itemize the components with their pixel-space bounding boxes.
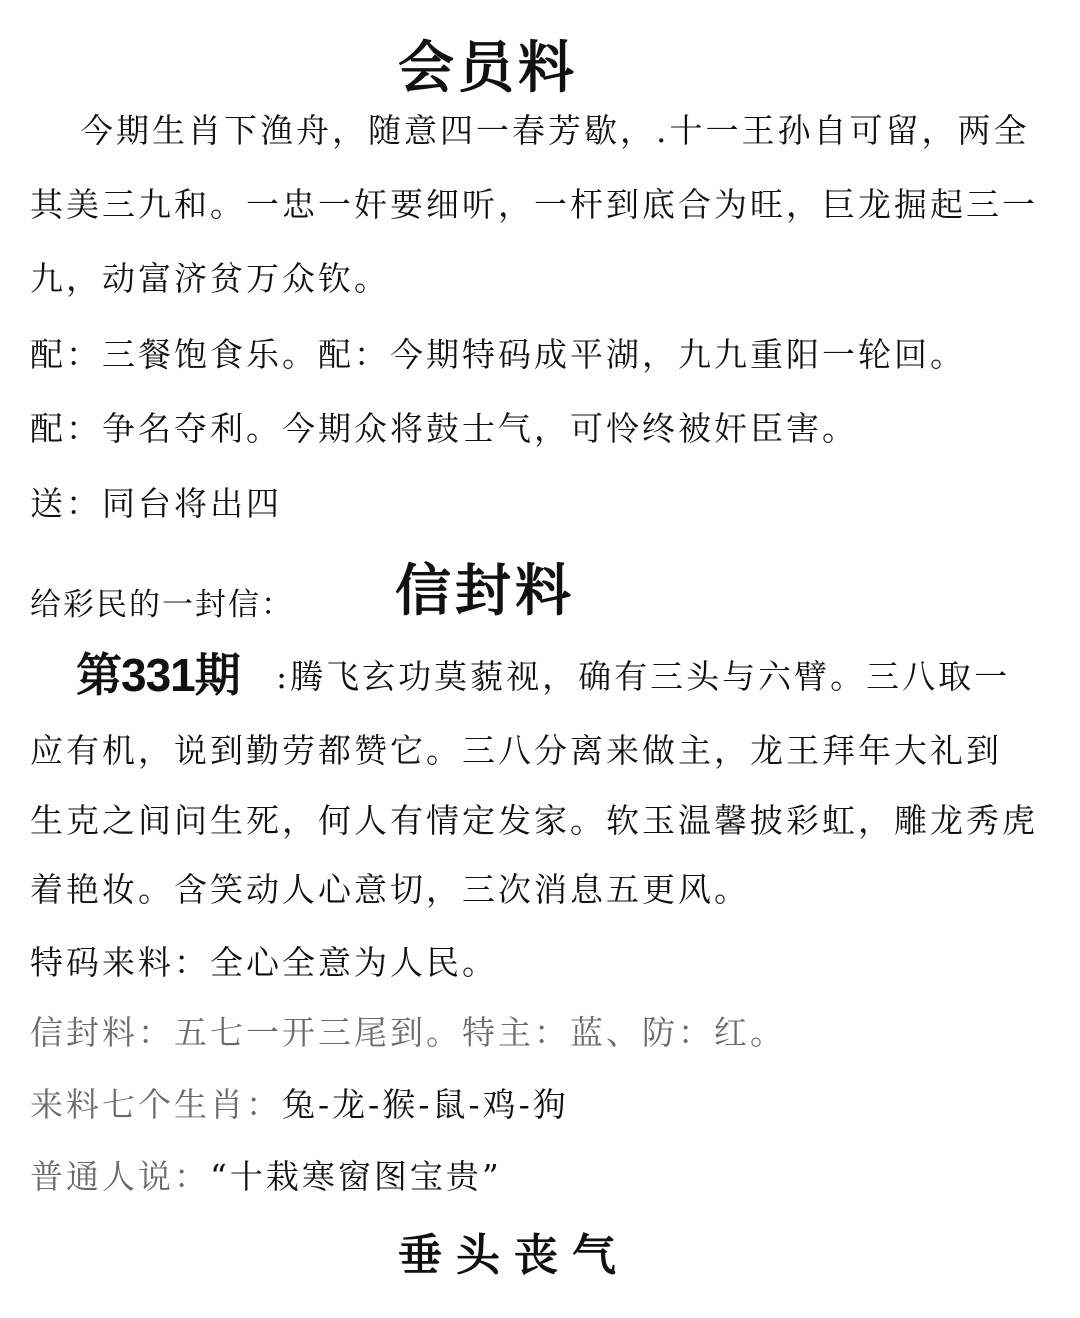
member-poem-line-2: 其美三九和。一忠一奸要细听，一杆到底合为旺，巨龙掘起三一 [30, 185, 1038, 224]
letter-poem-line-4: 着艳妆。含笑动人心意切，三次消息五更风。 [30, 870, 750, 909]
saying-value: “十栽寒窗图宝贵” [210, 1157, 502, 1196]
pair-line-1: 配：三餐饱食乐。配：今期特码成平湖，九九重阳一轮回。 [30, 335, 966, 374]
letter-poem-line-1: :腾飞玄功莫藐视，确有三头与六臂。三八取一 [276, 657, 1011, 696]
pair-line-2: 配：争名夺利。今期众将鼓士气，可怜终被奸臣害。 [30, 409, 858, 448]
gift-line: 送：同台将出四 [30, 484, 282, 523]
letter-poem-line-2: 应有机，说到勤劳都赞它。三八分离来做主，龙王拜年大礼到 [30, 731, 1002, 770]
zodiac-line [30, 1085, 569, 1124]
saying-line [30, 1157, 502, 1196]
member-section-title: 会员料 [398, 35, 578, 101]
envelope-line: 信封料：五七一开三尾到。特主：蓝、防：红。 [30, 1013, 786, 1052]
letter-section-title: 信封料 [395, 558, 575, 624]
member-poem-line-3: 九，动富济贫万众钦。 [30, 259, 390, 298]
zodiac-label: 来料七个生肖： [30, 1085, 282, 1124]
member-poem-line-1: 今期生肖下渔舟，随意四一春芳歇，.十一王孙自可留，两全 [80, 111, 1030, 150]
letter-intro-label: 给彩民的一封信： [30, 587, 294, 623]
zodiac-values: 兔-龙-猴-鼠-鸡-狗 [282, 1085, 569, 1124]
saying-label: 普通人说： [30, 1157, 210, 1196]
footer-title: 垂头丧气 [398, 1230, 630, 1281]
issue-label: 第331期 [76, 649, 240, 701]
letter-poem-line-3: 生克之间问生死，何人有情定发家。软玉温馨披彩虹，雕龙秀虎 [30, 801, 1038, 840]
special-source-line: 特码来料：全心全意为人民。 [30, 943, 498, 982]
